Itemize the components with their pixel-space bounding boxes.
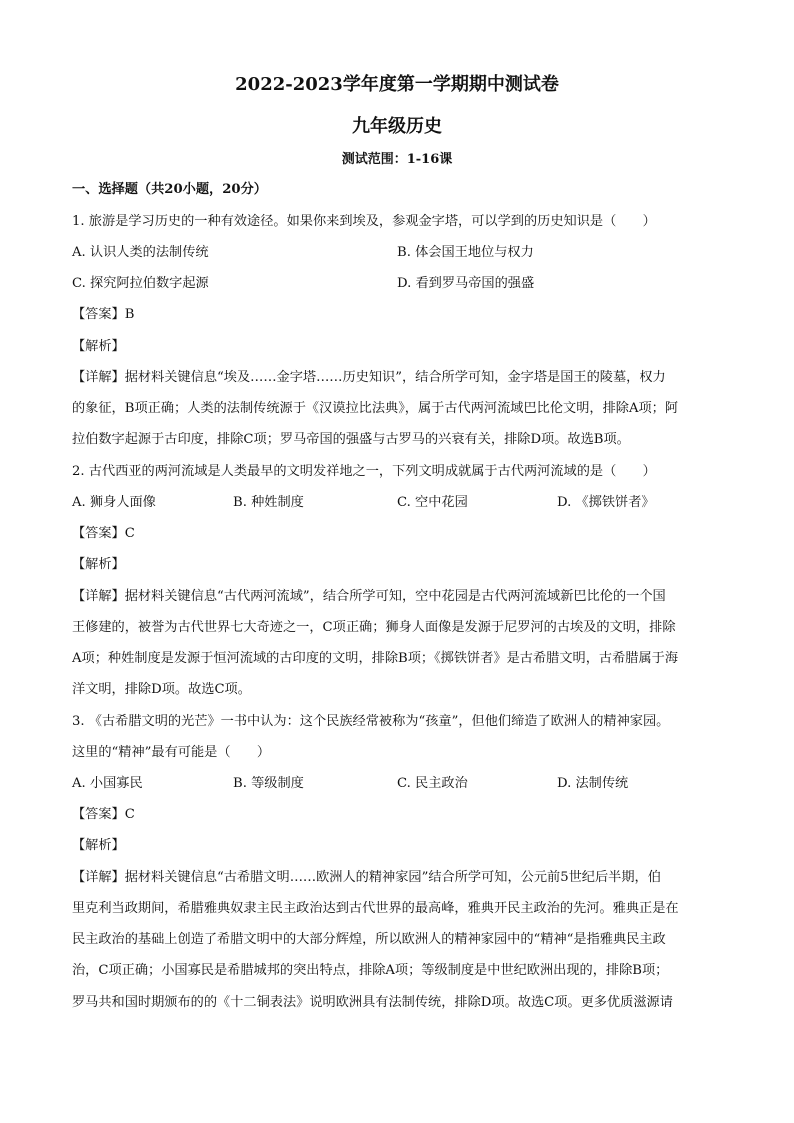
exam-title: 2022-2023学年度第一学期期中测试卷: [235, 74, 559, 95]
q2-detail-line: 王修建的，被誉为古代世界七大奇迹之一，C项正确；狮身人面像是发源于尼罗河的古埃及的文明，排除: [72, 620, 676, 635]
q2-analysis-label: 【解析】: [72, 557, 125, 572]
exam-subtitle: 九年级历史: [352, 116, 442, 137]
q3-detail-line: 罗马共和国时期颁布的的《十二铜表法》说明欧洲具有法制传统，排除D项。故选C项。更多优质滋源请: [72, 995, 673, 1010]
q2-detail-line: 【详解】据材料关键信息“古代两河流域”，结合所学可知，空中花园是古代两河流域新巴比伦的一个国: [72, 589, 666, 604]
q3-detail-line: 里克利当政期间，希腊雅典奴隶主民主政治达到古代世界的最高峰，雅典开民主政治的先河。雅典正是在: [72, 901, 679, 916]
q2-detail-line: A项；种姓制度是发源于恒河流域的古印度的文明，排除B项；《掷铁饼者》是古希腊文明，古希腊属于海: [72, 651, 679, 666]
q1-option-b: B. 体会国王地位与权力: [397, 245, 534, 260]
q3-answer: 【答案】C: [72, 807, 135, 822]
q3-stem-cont: 这里的“精神”最有可能是（ ）: [72, 745, 271, 760]
q1-option-d: D. 看到罗马帝国的强盛: [397, 276, 535, 291]
q1-detail-line: 【详解】据材料关键信息“埃及……金字塔……历史知识”，结合所学可知，金字塔是国王的陵墓，权力: [72, 370, 666, 385]
test-scope: 测试范围：1-16课: [341, 152, 453, 167]
section-heading: 一、选择题（共20小题，20分）: [72, 182, 267, 197]
q2-option-a: A. 狮身人面像: [72, 495, 156, 510]
q3-detail-line: 民主政治的基础上创造了希腊文明中的大部分辉煌，所以欧洲人的精神家园中的“精神“是指雅典民主政: [72, 932, 666, 947]
q3-stem: 3. 《古希腊文明的光芒》一书中认为：这个民族经常被称为“孩童”，但他们缔造了欧洲人的精神家园。: [72, 714, 670, 729]
q1-answer: 【答案】B: [72, 307, 135, 322]
q3-analysis-label: 【解析】: [72, 838, 125, 853]
q1-analysis-label: 【解析】: [72, 339, 125, 354]
q2-detail-line: 洋文明，排除D项。故选C项。: [72, 682, 251, 697]
q2-stem: 2. 古代西亚的两河流域是人类最早的文明发祥地之一，下列文明成就属于古代两河流域的是（ ）: [72, 464, 656, 479]
q2-answer: 【答案】C: [72, 526, 135, 541]
q2-option-b: B. 种姓制度: [233, 495, 304, 510]
q1-stem: 1. 旅游是学习历史的一种有效途径。如果你来到埃及，参观金字塔，可以学到的历史知识是（ ）: [72, 214, 656, 229]
q3-detail-line: 治，C项正确；小国寡民是希腊城邦的突出特点，排除A项；等级制度是中世纪欧洲出现的，排除B项；: [72, 963, 669, 978]
q1-detail-line: 拉伯数字起源于古印度，排除C项；罗马帝国的强盛与古罗马的兴衰有关，排除D项。故选B项。: [72, 432, 630, 447]
q3-option-d: D. 法制传统: [557, 776, 629, 791]
q1-option-a: A. 认识人类的法制传统: [72, 245, 209, 260]
q1-detail-line: 的象征，B项正确；人类的法制传统源于《汉谟拉比法典》，属于古代两河流域巴比伦文明，排除A项；阿: [72, 401, 679, 416]
q3-detail-line: 【详解】据材料关键信息“古希腊文明……欧洲人的精神家园”结合所学可知，公元前5世纪后半期，伯: [72, 870, 661, 885]
q3-option-b: B. 等级制度: [233, 776, 304, 791]
q3-option-a: A. 小国寡民: [72, 776, 143, 791]
q2-option-d: D. 《掷铁饼者》: [557, 495, 655, 510]
q2-option-c: C. 空中花园: [397, 495, 468, 510]
q1-option-c: C. 探究阿拉伯数字起源: [72, 276, 209, 291]
q3-option-c: C. 民主政治: [397, 776, 468, 791]
